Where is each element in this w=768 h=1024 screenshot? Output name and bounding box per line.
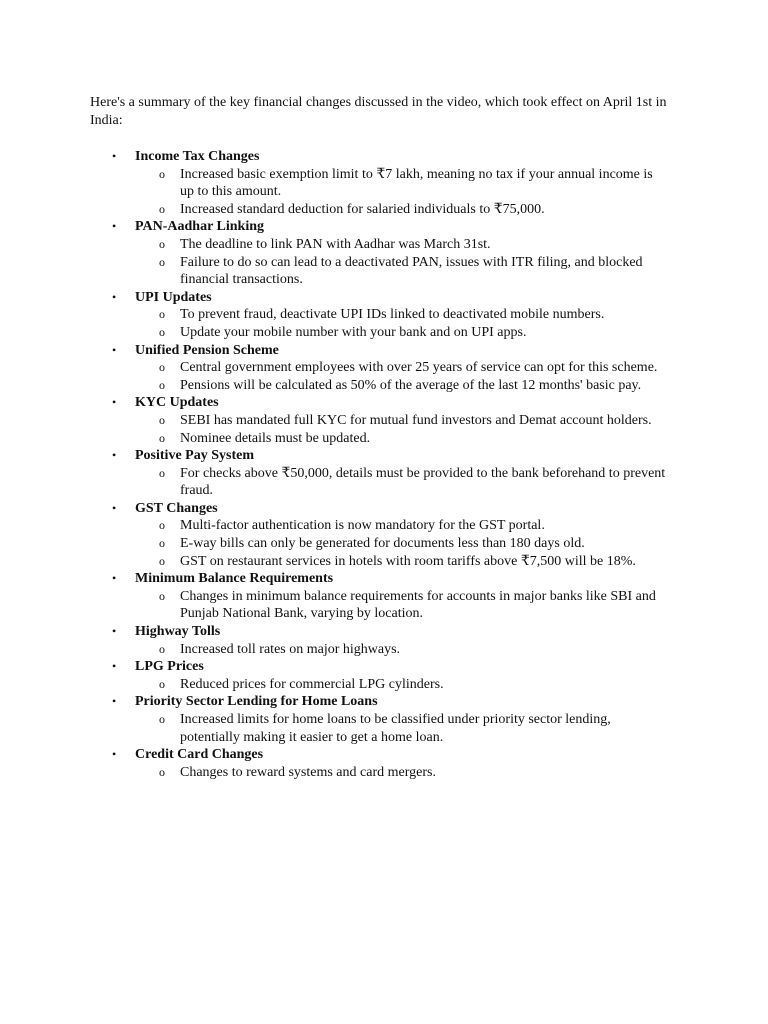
point-item <box>135 641 670 659</box>
circle-bullet-icon: o <box>159 518 165 533</box>
circle-bullet-icon: o <box>159 553 165 568</box>
circle-bullet-icon: o <box>159 536 165 551</box>
bullet-icon: • <box>112 219 117 234</box>
circle-bullet-icon: o <box>159 430 165 445</box>
topic-title: PAN-Aadhar Linking <box>135 219 265 235</box>
point-text: Changes in minimum balance requirements for accounts in major banks like SBI and Punjab National Bank, varying by location. <box>180 588 656 622</box>
point-text: Pensions will be calculated as 50% of the average of the last 12 months' basic pay. <box>180 377 642 393</box>
topic-title: Income Tax Changes <box>135 149 260 164</box>
circle-bullet-icon: o <box>159 377 165 392</box>
point-text: Increased toll rates on major highways. <box>180 641 401 657</box>
point-text: E-way bills can only be generated for documents less than 180 days old. <box>180 536 585 552</box>
bullet-icon: • <box>112 747 117 762</box>
circle-bullet-icon: o <box>159 412 165 427</box>
point-item <box>135 166 670 201</box>
bullet-icon: • <box>112 342 117 357</box>
point-item <box>135 588 670 623</box>
topic-title: GST Changes <box>135 500 218 516</box>
point-text: Update your mobile number with your bank and on UPI apps. <box>180 324 527 340</box>
point-list <box>135 588 690 623</box>
point-text: To prevent fraud, deactivate UPI IDs linked to deactivated mobile numbers. <box>180 307 605 323</box>
point-item <box>135 324 670 342</box>
topic-title: KYC Updates <box>135 395 219 411</box>
point-item <box>135 764 670 782</box>
topic-item <box>90 218 690 288</box>
topic-item <box>90 623 690 658</box>
circle-bullet-icon: o <box>159 307 165 322</box>
point-text: For checks above ₹50,000, details must be provided to the bank beforehand to prevent fraud. <box>180 465 666 499</box>
point-text: Failure to do so can lead to a deactivated PAN, issues with ITR filing, and blocked financial transactions. <box>180 254 643 288</box>
point-list <box>135 359 690 394</box>
circle-bullet-icon: o <box>159 676 165 691</box>
circle-bullet-icon: o <box>159 764 165 779</box>
point-item <box>135 201 670 219</box>
topic-item <box>90 500 690 570</box>
topic-title: Positive Pay System <box>135 448 254 464</box>
topic-title: Highway Tolls <box>135 624 221 640</box>
point-text: Reduced prices for commercial LPG cylinders. <box>180 676 444 692</box>
point-list <box>135 641 690 659</box>
point-item <box>135 306 670 324</box>
point-list <box>135 764 690 782</box>
point-text: SEBI has mandated full KYC for mutual fund investors and Demat account holders. <box>180 412 652 428</box>
topic-title: Priority Sector Lending for Home Loans <box>135 694 378 710</box>
point-item <box>135 517 670 535</box>
point-list <box>135 711 690 746</box>
point-text: Nominee details must be updated. <box>180 430 371 446</box>
bullet-icon: • <box>112 571 117 586</box>
circle-bullet-icon: o <box>159 324 165 339</box>
topic-title: Credit Card Changes <box>135 747 264 763</box>
point-list <box>135 517 690 570</box>
topic-title: Unified Pension Scheme <box>135 342 279 358</box>
point-item <box>135 254 670 289</box>
point-item <box>135 430 670 448</box>
point-item <box>135 535 670 553</box>
topic-item <box>90 693 690 746</box>
bullet-icon: • <box>112 500 117 515</box>
bullet-icon: • <box>112 289 117 304</box>
circle-bullet-icon: o <box>159 201 165 216</box>
point-text: Central government employees with over 25 years of service can opt for this scheme. <box>180 360 658 376</box>
circle-bullet-icon: o <box>159 236 165 251</box>
circle-bullet-icon: o <box>159 166 165 181</box>
topic-item <box>90 148 690 218</box>
point-text: GST on restaurant services in hotels with room tariffs above ₹7,500 will be 18%. <box>180 553 636 569</box>
bullet-icon: • <box>112 395 117 410</box>
point-list <box>135 306 690 341</box>
circle-bullet-icon: o <box>159 360 165 375</box>
topic-title: LPG Prices <box>135 659 204 675</box>
circle-bullet-icon: o <box>159 712 165 726</box>
topic-item <box>90 746 690 781</box>
topic-title: UPI Updates <box>135 289 212 305</box>
topic-list <box>90 148 690 781</box>
topic-item <box>90 658 690 693</box>
circle-bullet-icon: o <box>159 588 165 603</box>
point-text: Increased standard deduction for salaried individuals to ₹75,000. <box>180 201 545 217</box>
point-item <box>135 465 670 500</box>
point-item <box>135 676 670 694</box>
point-list <box>135 676 690 694</box>
bullet-icon: • <box>112 694 117 709</box>
topic-item <box>90 570 690 623</box>
point-list <box>135 465 690 500</box>
point-text: Increased limits for home loans to be classified under priority sector lending, potentially making it easier to get a home loan. <box>180 712 611 745</box>
point-list <box>135 236 690 289</box>
point-text: Increased basic exemption limit to ₹7 lakh, meaning no tax if your annual income is up to this amount. <box>180 166 653 200</box>
point-item <box>135 711 670 746</box>
point-item <box>135 412 670 430</box>
bullet-icon: • <box>112 448 117 463</box>
point-item <box>135 236 670 254</box>
bullet-icon: • <box>112 624 117 639</box>
topic-item <box>90 447 690 500</box>
topic-item <box>90 342 690 395</box>
topic-item <box>90 394 690 447</box>
topic-title: Minimum Balance Requirements <box>135 571 334 587</box>
topic-item <box>90 289 690 342</box>
point-item <box>135 553 670 571</box>
bullet-icon: • <box>112 659 117 674</box>
circle-bullet-icon: o <box>159 254 165 269</box>
point-text: The deadline to link PAN with Aadhar was March 31st. <box>180 236 491 252</box>
point-item <box>135 377 670 395</box>
point-list <box>135 166 690 219</box>
circle-bullet-icon: o <box>159 641 165 656</box>
circle-bullet-icon: o <box>159 465 165 480</box>
point-list <box>135 412 690 447</box>
intro-paragraph: Here's a summary of the key financial changes discussed in the video, which took effect on April 1st in India: <box>90 95 667 128</box>
bullet-icon: • <box>112 149 117 163</box>
point-text: Multi-factor authentication is now mandatory for the GST portal. <box>180 518 545 534</box>
point-text: Changes to reward systems and card mergers. <box>180 764 436 780</box>
point-item <box>135 359 670 377</box>
